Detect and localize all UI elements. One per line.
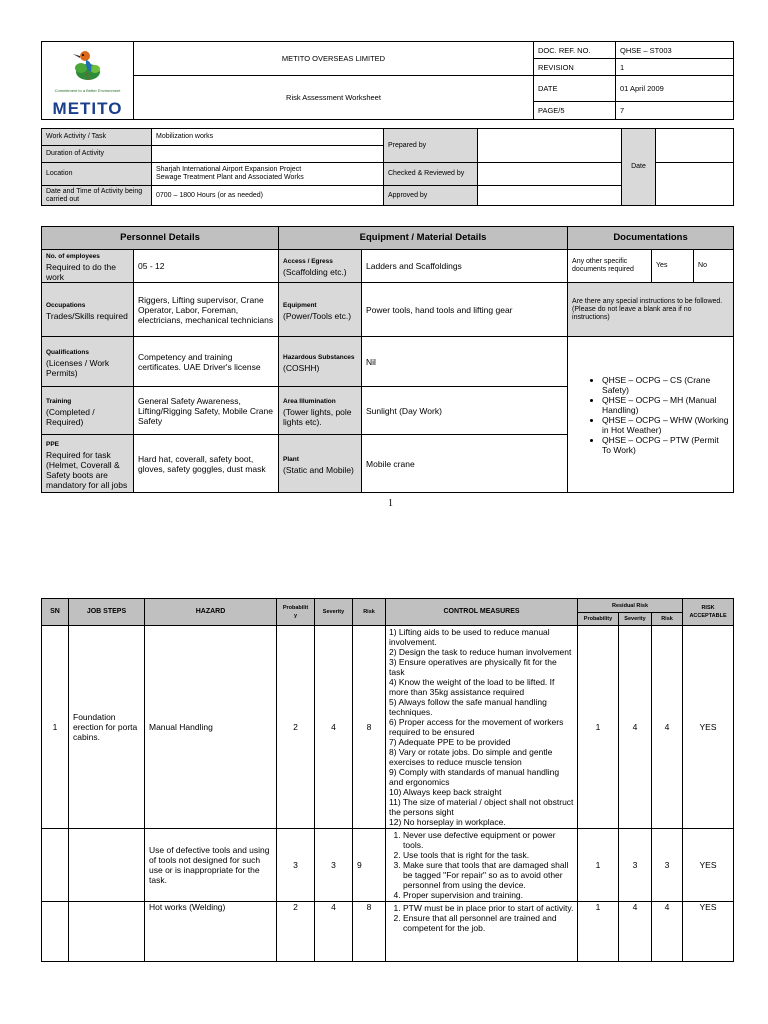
prepared-label: Prepared by bbox=[384, 129, 478, 163]
row-residual-severity: 4 bbox=[619, 626, 652, 829]
row-residual-severity: 3 bbox=[619, 829, 652, 902]
date-sign-label: Date bbox=[622, 129, 656, 206]
training-sub: (Completed / Required) bbox=[46, 406, 95, 427]
document-item: • QHSE – OCPG – WHW (Working in Hot Weather) bbox=[602, 415, 729, 435]
prepared-date bbox=[656, 129, 734, 163]
illumination-value: Sunlight (Day Work) bbox=[362, 387, 568, 435]
row-job bbox=[69, 829, 145, 902]
table-row bbox=[42, 902, 734, 962]
plant-value: Mobile crane bbox=[362, 435, 568, 493]
col-residual-probability: Probability bbox=[578, 613, 619, 626]
control-item: 9) Comply with standards of manual handling and ergonomics bbox=[389, 767, 560, 787]
company-name: METITO OVERSEAS LIMITED bbox=[134, 42, 534, 76]
date-label: DATE bbox=[534, 76, 616, 102]
row-severity: 4 bbox=[315, 626, 353, 829]
hazardous-value: Nil bbox=[362, 337, 568, 387]
row-acceptable: YES bbox=[683, 626, 734, 829]
special-docs-no: No bbox=[694, 250, 734, 283]
plant-title: Plant bbox=[283, 455, 299, 463]
logo bbox=[42, 42, 134, 120]
logo-text: METITO bbox=[52, 99, 123, 118]
illumination-sub: (Tower lights, pole lights etc). bbox=[283, 406, 352, 427]
training-value: General Safety Awareness, Lifting/Rigging Safety, Mobile Crane Safety bbox=[134, 387, 279, 435]
row-probability: 3 bbox=[277, 829, 315, 902]
row-residual-risk: 4 bbox=[652, 902, 683, 962]
plant-label bbox=[279, 435, 362, 493]
equipment-sub: (Power/Tools etc.) bbox=[283, 310, 352, 321]
row-residual-probability: 1 bbox=[578, 626, 619, 829]
document-item: • QHSE – OCPG – CS (Crane Safety) bbox=[602, 375, 729, 395]
page-label: PAGE/5 bbox=[534, 102, 616, 120]
col-residual-severity: Severity bbox=[619, 613, 652, 626]
training-title: Training bbox=[46, 397, 72, 405]
row-hazard: Use of defective tools and using of tools not designed for such use or is inappropriate for the task. bbox=[145, 829, 277, 902]
control-item: 3) Ensure operatives are physically fit for the task bbox=[389, 657, 557, 677]
activity-label: Work Activity / Task bbox=[42, 129, 152, 146]
row-risk: 9 bbox=[353, 829, 386, 902]
equipment-title: Equipment bbox=[283, 301, 317, 309]
ppe-value: Hard hat, coverall, safety boot, gloves, safety goggles, dust mask bbox=[134, 435, 279, 493]
location-line-2: Sewage Treatment Plant and Associated Works bbox=[156, 174, 304, 181]
qualifications-sub: (Licenses / Work Permits) bbox=[46, 357, 110, 378]
employees-label bbox=[42, 250, 134, 283]
location-label: Location bbox=[42, 163, 152, 186]
col-job-steps: JOB STEPS bbox=[69, 599, 145, 626]
control-item: 10) Always keep back straight bbox=[389, 787, 502, 797]
qualifications-value: Competency and training certificates. UAE Driver's license bbox=[134, 337, 279, 387]
col-residual-risk: Residual Risk bbox=[578, 599, 683, 613]
row-probability: 2 bbox=[277, 902, 315, 962]
plant-sub: (Static and Mobile) bbox=[283, 464, 354, 475]
control-item: 1) Lifting aids to be used to reduce manual involvement. bbox=[389, 627, 550, 647]
row-controls bbox=[386, 902, 578, 962]
header-table bbox=[41, 41, 734, 120]
ppe-title: PPE bbox=[46, 440, 60, 448]
control-item: 1. PTW must be in place prior to start of activity. bbox=[403, 903, 574, 913]
documents-list bbox=[572, 375, 729, 455]
activity-value: Mobilization works bbox=[152, 129, 384, 146]
col-risk: Risk bbox=[353, 599, 386, 626]
row-residual-severity: 4 bbox=[619, 902, 652, 962]
checked-date bbox=[656, 163, 734, 206]
approved-value bbox=[478, 186, 622, 206]
row-controls bbox=[386, 626, 578, 829]
col-risk-acceptable: RISK ACCEPTABLE bbox=[683, 599, 734, 626]
special-docs-label: Any other specific documents required bbox=[568, 250, 652, 283]
row-probability: 2 bbox=[277, 626, 315, 829]
col-control-measures: CONTROL MEASURES bbox=[386, 599, 578, 626]
approved-label: Approved by bbox=[384, 186, 478, 206]
control-item: 6) Proper access for the movement of workers required to be ensured bbox=[389, 717, 564, 737]
equipment-value: Power tools, hand tools and lifting gear bbox=[362, 283, 568, 337]
occupations-title: Occupations bbox=[46, 301, 86, 309]
row-acceptable: YES bbox=[683, 902, 734, 962]
row-job: Foundation erection for porta cabins. bbox=[69, 626, 145, 829]
control-item: 11) The size of material / object shall not obstruct the persons sight bbox=[389, 797, 574, 817]
equipment-label bbox=[279, 283, 362, 337]
control-item: 7) Adequate PPE to be provided bbox=[389, 737, 511, 747]
row-risk: 8 bbox=[353, 902, 386, 962]
duration-value bbox=[152, 146, 384, 163]
control-item: 2. Use tools that is right for the task. bbox=[403, 850, 574, 860]
location-line-1: Sharjah International Airport Expansion Project bbox=[156, 166, 302, 173]
control-item: 12) No horseplay in workplace. bbox=[389, 817, 506, 827]
qualifications-title: Qualifications bbox=[46, 348, 89, 356]
access-label bbox=[279, 250, 362, 283]
control-item: 2) Design the task to reduce human involvement bbox=[389, 647, 572, 657]
row-residual-risk: 4 bbox=[652, 626, 683, 829]
doc-ref-value: QHSE – ST003 bbox=[616, 42, 734, 59]
table-row bbox=[42, 829, 734, 902]
control-item: 3. Make sure that tools that are damaged shall be tagged "For repair" so as to avoid other personnel from using the device. bbox=[403, 860, 574, 890]
row-acceptable: YES bbox=[683, 829, 734, 902]
col-sn: SN bbox=[42, 599, 69, 626]
row-controls bbox=[386, 829, 578, 902]
ppe-label bbox=[42, 435, 134, 493]
equipment-header: Equipment / Material Details bbox=[279, 227, 568, 250]
row-residual-probability: 1 bbox=[578, 902, 619, 962]
occupations-label bbox=[42, 283, 134, 337]
hazardous-label bbox=[279, 337, 362, 387]
occupations-value: Riggers, Lifting supervisor, Crane Operator, Labor, Foreman, electricians, mechanical technicians bbox=[134, 283, 279, 337]
training-label bbox=[42, 387, 134, 435]
checked-label: Checked & Reviewed by bbox=[384, 163, 478, 186]
row-hazard: Hot works (Welding) bbox=[145, 902, 277, 962]
special-docs-yes: Yes bbox=[652, 250, 694, 283]
ppe-sub: Required for task (Helmet, Coverall & Safety boots are mandatory for all jobs bbox=[46, 449, 128, 490]
location-value bbox=[152, 163, 384, 186]
checked-value bbox=[478, 163, 622, 186]
row-severity: 3 bbox=[315, 829, 353, 902]
revision-value: 1 bbox=[616, 59, 734, 76]
row-sn bbox=[42, 829, 69, 902]
datetime-label: Date and Time of Activity being carried out bbox=[42, 186, 152, 206]
prepared-value bbox=[478, 129, 622, 163]
risk-table bbox=[41, 598, 734, 962]
row-residual-risk: 3 bbox=[652, 829, 683, 902]
illumination-title: Area Illumination bbox=[283, 397, 336, 405]
date-value: 01 April 2009 bbox=[616, 76, 734, 102]
access-title: Access / Egress bbox=[283, 258, 333, 265]
activity-info-table bbox=[41, 128, 734, 206]
document-item: • QHSE – OCPG – PTW (Permit To Work) bbox=[602, 435, 729, 455]
qualifications-label bbox=[42, 337, 134, 387]
occupations-sub: Trades/Skills required bbox=[46, 310, 128, 321]
control-item: 5) Always follow the safe manual handling techniques. bbox=[389, 697, 547, 717]
col-hazard: HAZARD bbox=[145, 599, 277, 626]
employees-title: No. of employees bbox=[46, 253, 100, 260]
logo-tagline: Commitment to a Better Environment bbox=[54, 88, 121, 93]
documents-list-cell bbox=[568, 337, 734, 493]
col-probability: Probabilit y bbox=[277, 599, 315, 626]
row-risk: 8 bbox=[353, 626, 386, 829]
table-row bbox=[42, 626, 734, 829]
row-sn: 1 bbox=[42, 626, 69, 829]
hazardous-title: Hazardous Substances bbox=[283, 353, 355, 361]
access-value: Ladders and Scaffoldings bbox=[362, 250, 568, 283]
control-item: 2. Ensure that all personnel are trained and competent for the job. bbox=[403, 913, 574, 933]
row-hazard: Manual Handling bbox=[145, 626, 277, 829]
documentation-header: Documentations bbox=[568, 227, 734, 250]
duration-label: Duration of Activity bbox=[42, 146, 152, 163]
control-item: 4. Proper supervision and training. bbox=[403, 890, 574, 900]
page-number: 1 bbox=[388, 498, 393, 509]
row-residual-probability: 1 bbox=[578, 829, 619, 902]
special-instructions: Are there any special instructions to be followed. (Please do not leave a blank area if no instructions) bbox=[568, 283, 734, 337]
control-item: 8) Vary or rotate jobs. Do simple and gentle exercises to reduce muscle tension bbox=[389, 747, 553, 767]
control-list bbox=[389, 830, 574, 900]
control-item: 4) Know the weight of the load to be lifted. If more than 35kg assistance required bbox=[389, 677, 555, 697]
doc-ref-label: DOC. REF. NO. bbox=[534, 42, 616, 59]
access-sub: (Scaffolding etc.) bbox=[283, 267, 347, 277]
document-title: Risk Assessment Worksheet bbox=[134, 76, 534, 120]
col-residual-risk-value: Risk bbox=[652, 613, 683, 626]
employees-sub: Required to do the work bbox=[46, 262, 116, 282]
hazardous-sub: (COSHH) bbox=[283, 362, 320, 373]
revision-label: REVISION bbox=[534, 59, 616, 76]
personnel-header: Personnel Details bbox=[42, 227, 279, 250]
row-job bbox=[69, 902, 145, 962]
row-severity: 4 bbox=[315, 902, 353, 962]
control-item: 1. Never use defective equipment or power tools. bbox=[403, 830, 574, 850]
page-value: 7 bbox=[616, 102, 734, 120]
datetime-value: 0700 – 1800 Hours (or as needed) bbox=[152, 186, 384, 206]
details-table bbox=[41, 226, 734, 493]
document-item: • QHSE – OCPG – MH (Manual Handling) bbox=[602, 395, 729, 415]
employees-value: 05 - 12 bbox=[134, 250, 279, 283]
col-severity: Severity bbox=[315, 599, 353, 626]
row-sn bbox=[42, 902, 69, 962]
control-list bbox=[389, 903, 574, 933]
illumination-label bbox=[279, 387, 362, 435]
